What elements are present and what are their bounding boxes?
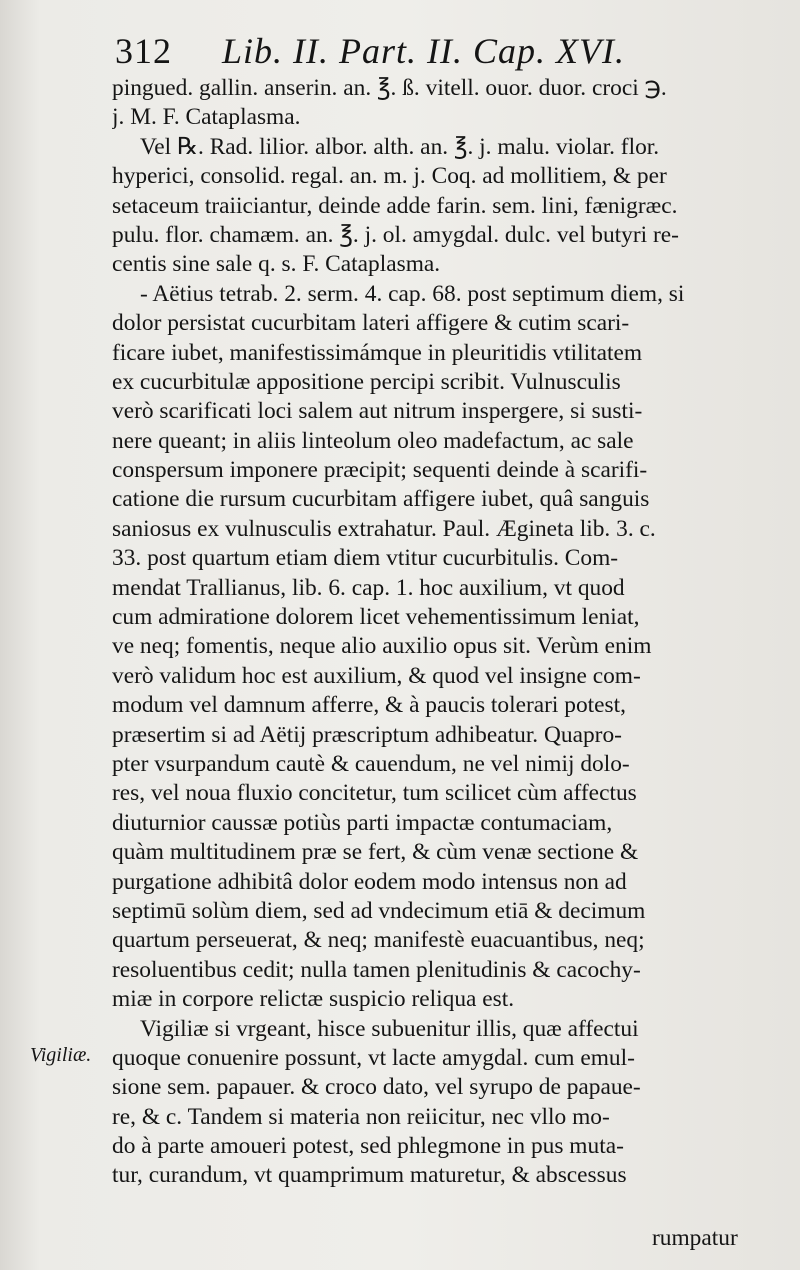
- margin-note: Vigiliæ.: [30, 1044, 92, 1066]
- text-line: quartum perseuerat, & neq; manifestè euacuantibus, neq;: [112, 927, 645, 954]
- text-block: [112, 74, 767, 1191]
- text-line: re, & c. Tandem si materia non reiicitur, nec vllo mo-: [112, 1103, 610, 1130]
- text-line: quàm multitudinem præ se fert, & cùm venæ sectione &: [112, 839, 639, 866]
- text-line: dolor persistat cucurbitam lateri affigere & cutim scari-: [112, 310, 630, 337]
- text-line: j. M. F. Cataplasma.: [112, 104, 301, 131]
- text-line: nere queant; in aliis linteolum oleo madefactum, ac sale: [112, 427, 634, 454]
- text-line: purgatione adhibitâ dolor eodem modo intensus non ad: [112, 868, 627, 895]
- text-line: ficare iubet, manifestissimámque in pleuritidis vtilitatem: [112, 339, 643, 366]
- text-line: - Aëtius tetrab. 2. serm. 4. cap. 68. post septimum diem, si: [140, 280, 685, 307]
- text-line: ve neq; fomentis, neque alio auxilio opus sit. Verùm enim: [112, 633, 652, 660]
- text-line: pulu. flor. chamæm. an. ℥. j. ol. amygdal. dulc. vel butyri re-: [112, 221, 679, 248]
- text-line: verò validum hoc est auxilium, & quod vel insigne com-: [112, 662, 641, 689]
- text-line: mendat Trallianus, lib. 6. cap. 1. hoc auxilium, vt quod: [112, 574, 625, 601]
- text-line: miæ in corpore relictæ suspicio reliqua est.: [112, 986, 515, 1013]
- text-line: 33. post quartum etiam diem vtitur cucurbitulis. Com-: [112, 545, 619, 572]
- text-line: hyperici, consolid. regal. an. m. j. Coq. ad mollitiem, & per: [112, 163, 667, 190]
- page-number: 312: [115, 31, 172, 71]
- text-line: catione die rursum cucurbitam affigere iubet, quâ sanguis: [112, 486, 650, 513]
- text-line: Vel ℞. Rad. lilior. albor. alth. an. ℥. j. malu. violar. flor.: [140, 133, 660, 160]
- text-line: centis sine sale q. s. F. Cataplasma.: [112, 251, 441, 278]
- text-line: sione sem. papauer. & croco dato, vel syrupo de papaue-: [112, 1074, 641, 1101]
- text-line: pter vsurpandum cautè & cauendum, ne vel nimij dolo-: [112, 750, 630, 777]
- text-line: modum vel damnum afferre, & à paucis tolerari potest,: [112, 692, 626, 719]
- running-head-title: Lib. II. Part. II. Cap. XVI.: [222, 31, 625, 71]
- text-line: præsertim si ad Aëtij præscriptum adhibeatur. Quapro-: [112, 721, 622, 748]
- text-line: diuturnior caussæ potiùs parti impactæ contumaciam,: [112, 809, 613, 836]
- text-line: Vigiliæ si vrgeant, hisce subuenitur illis, quæ affectui: [140, 1015, 639, 1042]
- text-line: ex cucurbitulæ appositione percipi scribit. Vulnusculis: [112, 368, 621, 395]
- text-line: conspersum imponere præcipit; sequenti deinde à scarifi-: [112, 457, 648, 484]
- text-line: verò scarificati loci salem aut nitrum inspergere, si susti-: [112, 398, 643, 425]
- text-line: cum admiratione dolorem licet vehementissimum leniat,: [112, 604, 640, 631]
- text-line: resoluentibus cedit; nulla tamen plenitudinis & cacochy-: [112, 956, 641, 983]
- text-line: tur, curandum, vt quamprimum maturetur, & abscessus: [112, 1162, 627, 1189]
- catchword: rumpatur: [652, 1225, 738, 1251]
- text-line: setaceum traiiciantur, deinde adde farin. sem. lini, fænigræc.: [112, 192, 678, 219]
- text-line: do à parte amoueri potest, sed phlegmone in pus muta-: [112, 1133, 624, 1160]
- text-line: res, vel noua fluxio concitetur, tum scilicet cùm affectus: [112, 780, 637, 807]
- text-line: saniosus ex vulnusculis extrahatur. Paul. Ægineta lib. 3. c.: [112, 515, 656, 542]
- text-line: pingued. gallin. anserin. an. ℥. ß. vitell. ouor. duor. croci ℈.: [112, 75, 667, 101]
- running-header: [115, 30, 775, 72]
- text-line: quoque conuenire possunt, vt lacte amygdal. cum emul-: [112, 1044, 635, 1071]
- text-line: septimū solùm diem, sed ad vndecimum etiā & decimum: [112, 897, 646, 924]
